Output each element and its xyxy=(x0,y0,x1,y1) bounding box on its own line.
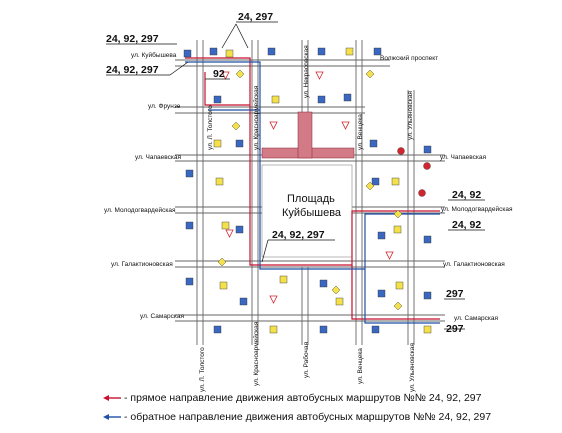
street-label: Волжский проспект xyxy=(380,55,439,62)
street-label: ул. Куйбышева xyxy=(131,52,177,59)
route-label: 24, 92, 297 xyxy=(106,64,159,76)
street-label: ул. Самарская xyxy=(140,313,184,320)
route-label: 297 xyxy=(446,288,464,300)
street-label: ул. Красноармейская xyxy=(253,321,260,386)
street-label: ул. Л. Толстого xyxy=(199,347,206,392)
street-label: ул. Л. Толстого xyxy=(207,105,214,150)
street-label: ул. Некрасовская xyxy=(303,45,310,98)
street-label: ул. Чапаевская xyxy=(135,154,181,161)
legend-forward xyxy=(103,392,481,404)
route-label: 24, 92 xyxy=(452,219,482,231)
route-label: 297 xyxy=(446,323,464,335)
street-label: ул. Молодогвардейская xyxy=(441,206,513,213)
legend-reverse-text: - обратное направление движения автобусных маршрутов №№ 24, 92, 297 xyxy=(124,411,492,423)
route-label: 24, 92 xyxy=(452,189,482,201)
street-label: ул. Ульяновская xyxy=(409,343,416,392)
square-name: Куйбышева xyxy=(282,207,342,219)
route-label: 24, 92, 297 xyxy=(106,33,159,45)
street-label: ул. Чапаевская xyxy=(440,154,486,161)
route-label: 92 xyxy=(213,68,225,80)
route-label: 24, 92, 297 xyxy=(272,229,325,241)
street-label: ул. Рабочая xyxy=(303,342,310,378)
red-arrow-icon xyxy=(103,394,121,402)
street-label: ул. Ульяновская xyxy=(407,91,414,140)
street-label: ул. Галактионовская xyxy=(443,261,505,268)
route-label: 24, 297 xyxy=(238,11,274,23)
street-label: ул. Молодогвардейская xyxy=(104,207,176,214)
street-label: ул. Красноармейская xyxy=(253,85,260,150)
street-label: ул. Самарская xyxy=(454,315,498,322)
legend-reverse xyxy=(103,411,491,423)
street-label: ул. Фрунзе xyxy=(148,103,181,110)
closed-section-marker xyxy=(298,112,312,158)
blue-arrow-icon xyxy=(103,413,121,421)
square-name: Площадь xyxy=(287,193,335,205)
street-label: ул. Венцека xyxy=(357,114,364,150)
street-label: ул. Венцека xyxy=(357,348,364,384)
street-label: ул. Галактионовская xyxy=(111,261,173,268)
legend-forward-text: - прямое направление движения автобусных маршрутов №№ 24, 92, 297 xyxy=(124,392,482,404)
